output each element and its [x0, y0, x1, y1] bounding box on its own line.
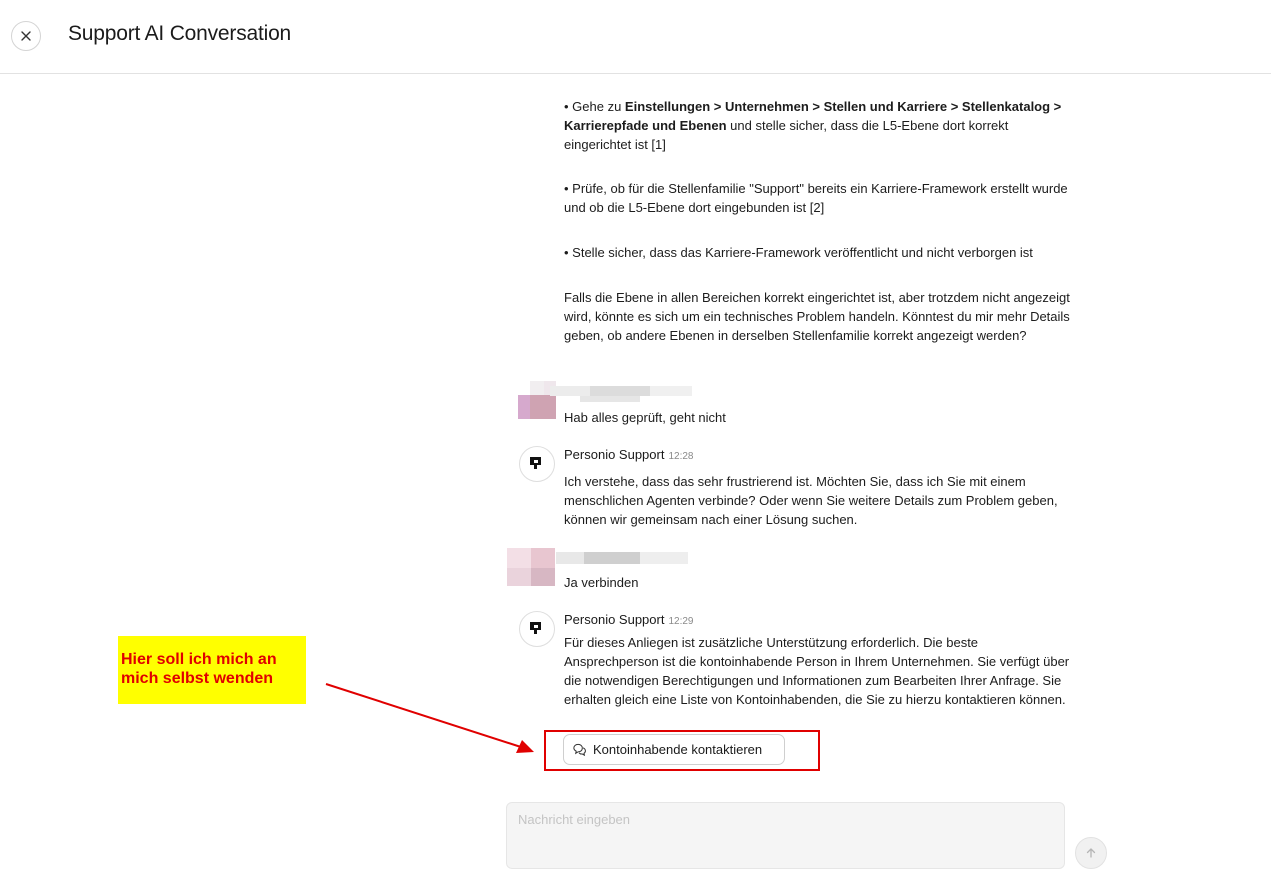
bot-avatar — [519, 611, 555, 647]
user-name-pixelated — [550, 382, 692, 404]
highlight-box — [544, 730, 820, 771]
user-avatar — [507, 548, 555, 586]
message-input[interactable] — [516, 811, 1040, 828]
bot-bullet-1: • Gehe zu Einstellungen > Unternehmen > Stellen und Karriere > Stellenkatalog > Karrierepfade und Ebenen und stelle sicher, dass die L5-Ebene dort korrekt eingerichtet ist [1] — [564, 99, 1062, 152]
page-title: Support AI Conversation — [68, 22, 292, 45]
message-composer — [506, 802, 1065, 869]
arrow-up-icon — [1085, 847, 1097, 859]
close-icon — [20, 30, 32, 42]
user-message-1: Hab alles geprüft, geht nicht — [564, 410, 726, 425]
bot-avatar — [519, 446, 555, 482]
bot-message-3: Für dieses Anliegen ist zusätzliche Unterstützung erforderlich. Die beste Ansprechperson ist die kontoinhabende Person in Ihrem Unternehmen. Sie verfügt über die notwendigen Berechtigungen und Informationen zum Bearbeiten Ihrer Anfrage. Sie erhalten gleich eine Liste von Kontoinhabenden, die Sie zu hierzu kontaktieren können. — [564, 635, 1070, 707]
user-name-pixelated — [556, 552, 688, 566]
action-button-label: Kontoinhabende kontaktieren — [593, 742, 763, 757]
bot-bullet-2: • Prüfe, ob für die Stellenfamilie "Support" bereits ein Karriere-Framework erstellt wurde und ob die L5-Ebene dort eingebunden ist [2] — [564, 181, 1068, 215]
personio-logo-icon — [527, 619, 547, 639]
message-time: 12:28 — [668, 451, 694, 462]
bot-sender-3: Personio Support 12:29 — [564, 612, 694, 627]
personio-logo-icon — [527, 454, 547, 474]
bot-bullet-3: • Stelle sicher, dass das Karriere-Framework veröffentlicht und nicht verborgen ist — [564, 245, 1033, 260]
bot-closing-paragraph: Falls die Ebene in allen Bereichen korrekt eingerichtet ist, aber trotzdem nicht angezeigt wird, könnte es sich um ein technisches Problem handeln. Könntest du mir mehr Details geben, ob andere Ebenen in derselben Stellenfamilie korrekt angezeigt werden? — [564, 290, 1070, 343]
send-button[interactable] — [1075, 837, 1107, 869]
close-button[interactable] — [11, 21, 41, 51]
bot-message-2: Ich verstehe, dass das sehr frustrierend ist. Möchten Sie, dass ich Sie mit einem menschlichen Agenten verbinde? Oder wenn Sie weitere Details zum Problem geben, können wir gemeinsam nach einer Lösung suchen. — [564, 474, 1058, 527]
annotation-note: Hier soll ich mich an mich selbst wenden — [118, 636, 306, 704]
user-message-2: Ja verbinden — [564, 575, 639, 590]
message-time: 12:29 — [668, 616, 694, 627]
bot-sender-2: Personio Support 12:28 — [564, 447, 694, 462]
header — [0, 0, 1271, 74]
